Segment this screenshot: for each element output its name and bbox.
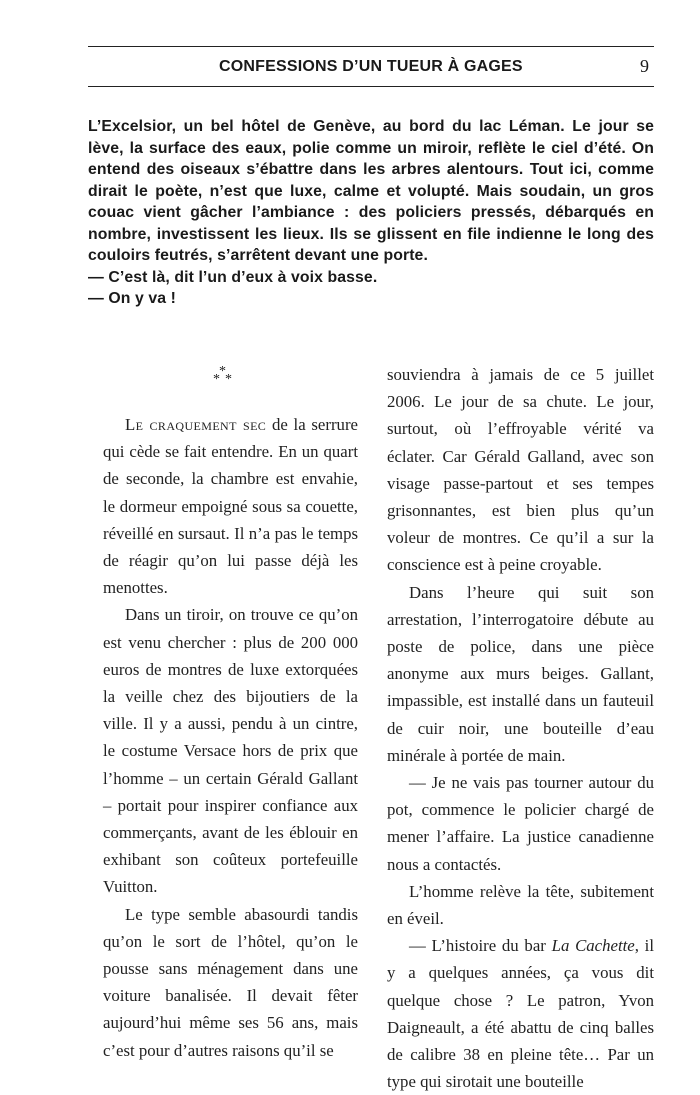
page-number: 9 [640,56,649,76]
body-column-left [103,360,358,1064]
opening-small-caps: Le craquement sec [125,415,267,434]
paragraph-text: , il y a quelques années, ça vous dit quelque chose ? Le patron, Yvon Daigneault, a été abattu de cinq balles de calibre 38 en pleine tête… Par un type qui sirotait une bouteille [387,936,654,1092]
body-paragraph: Le type semble abasourdi tandis qu’on le sort de l’hôtel, qu’on le pousse sans ménagement dans une voiture banalisée. Il devait fêter aujourd’hui même ses 56 ans, mais c’est pour d’autres raisons qu’il se [103,904,358,1060]
body-paragraph: L’homme relève la tête, subitement en éveil. [387,881,654,929]
body-paragraph-continued: souviendra à jamais de ce 5 juillet 2006. Le jour de sa chute. Le jour, surtout, où l’effroyable vérité va éclater. Car Gérald Galland, avec son visage passe-partout et ses tempes grisonnantes, est bien plus qu’un voleur de montres. Ce qu’il a sur la conscience est à peine croyable. [387,365,654,575]
asterism-star: * [225,372,232,387]
paragraph-text: — L’histoire du bar [409,936,552,956]
asterism-star: * [219,364,226,379]
body-paragraph: Dans un tiroir, on trouve ce qu’on est venu chercher : plus de 200 000 euros de montres de luxe extorquées la veille chez des bijoutiers de la ville. Il y a aussi, pendu à un cintre, le costume Versace hors de prix que l’homme – un certain Gérald Gallant – portait pour inspirer confiance aux commerçants, avant de les éblouir en exhibant son coûteux portefeuille Vuitton. [103,605,358,897]
header-bottom-rule [88,86,654,87]
intro-dialogue-line: — C’est là, dit l’un d’eux à voix basse. [88,268,378,286]
body-paragraph: Dans l’heure qui suit son arrestation, l’interrogatoire débute au poste de police, dans une pièce anonyme aux murs beiges. Gallant, impassible, est installé dans un fauteuil de cuir noir, une bouteille d’eau minérale à portée de main. [387,582,654,765]
header-top-rule [88,46,654,47]
intro-paragraph: L’Excelsior, un bel hôtel de Genève, au bord du lac Léman. Le jour se lève, la surface des eaux, polie comme un miroir, reflète le ciel d’été. On entend des oiseaux s’ébattre dans les arbres alentours. Tout ici, comme dirait le poète, n’est que luxe, calme et volupté. Mais soudain, un gros couac vient gâcher l’ambiance : des policiers pressés, débarqués en nombre, investissent les lieux. Ils se glissent en file indienne le long des couloirs feutrés, s’arrêtent devant une porte. [88,118,654,264]
body-paragraph [103,411,358,601]
intro-block [88,116,654,310]
running-title: CONFESSIONS D’UN TUEUR À GAGES [219,58,523,75]
paragraph-text: de la serrure qui cède se fait entendre. En un quart de seconde, la chambre est envahie, le dormeur empoigné sous sa couette, réveillé en sursaut. Il n’a pas le temps de réagir qu’on lui passe déjà les menottes. [103,415,358,598]
italic-bar-name: La Cachette [551,936,635,956]
body-column-right [387,361,654,1095]
asterism-star: * [213,372,220,387]
body-paragraph: — Je ne vais pas tourner autour du pot, commence le policier chargé de mener l’affaire. La justice canadienne nous a contactés. [387,773,654,874]
body-paragraph [387,932,654,1095]
asterism-ornament [103,360,358,411]
intro-dialogue-line: — On y va ! [88,290,177,307]
